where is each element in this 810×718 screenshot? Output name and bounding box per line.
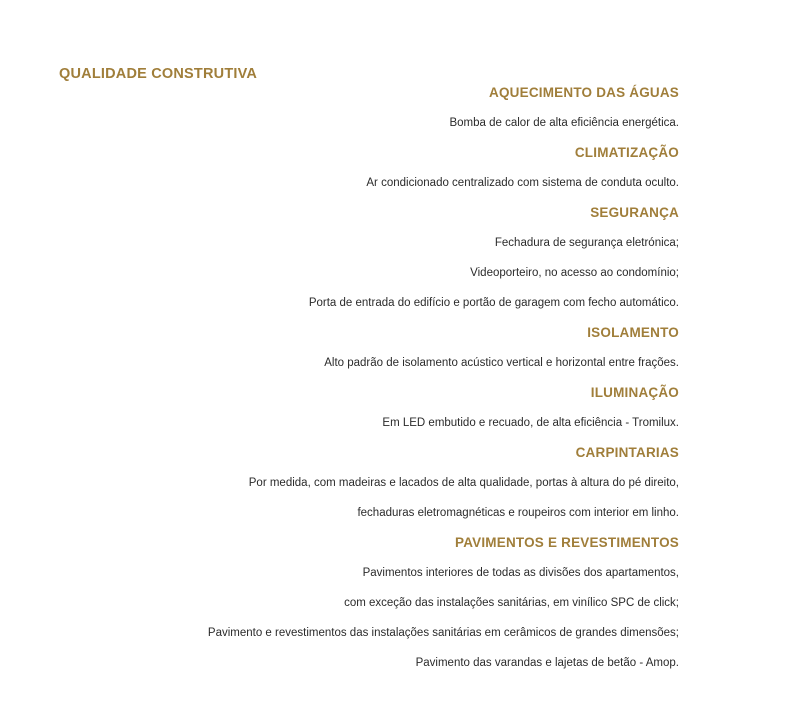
section-heading-seguranca: SEGURANÇA [590,205,679,220]
section-heading-pavimentos: PAVIMENTOS E REVESTIMENTOS [455,535,679,550]
section-text: Fechadura de segurança eletrónica; [494,237,679,249]
section-text: Alto padrão de isolamento acústico vertical e horizontal entre frações. [324,357,679,369]
section-heading-aquecimento: AQUECIMENTO DAS ÁGUAS [489,85,679,100]
section-heading-carpintarias: CARPINTARIAS [575,445,679,460]
section-text: Pavimento das varandas e lajetas de betão - Amop. [415,657,679,669]
specifications-list [39,78,679,678]
section-heading-climatizacao: CLIMATIZAÇÃO [574,145,679,160]
section-text: Ar condicionado centralizado com sistema de conduta oculto. [366,177,679,189]
section-text: Porta de entrada do edifício e portão de garagem com fecho automático. [308,297,679,309]
section-text: Bomba de calor de alta eficiência energética. [449,117,679,129]
section-text: Pavimentos interiores de todas as divisões dos apartamentos, [362,567,679,579]
page-title: QUALIDADE CONSTRUTIVA [59,66,258,82]
section-text: fechaduras eletromagnéticas e roupeiros com interior em linho. [357,507,679,519]
section-text: Pavimento e revestimentos das instalações sanitárias em cerâmicos de grandes dimensões; [207,627,679,639]
section-text: com exceção das instalações sanitárias, em vinílico SPC de click; [344,597,679,609]
section-heading-isolamento: ISOLAMENTO [587,325,679,340]
section-heading-iluminacao: ILUMINAÇÃO [590,385,679,400]
section-text: Videoporteiro, no acesso ao condomínio; [470,267,679,279]
section-text: Por medida, com madeiras e lacados de alta qualidade, portas à altura do pé direito, [248,477,679,489]
section-text: Em LED embutido e recuado, de alta eficiência - Tromilux. [382,417,679,429]
